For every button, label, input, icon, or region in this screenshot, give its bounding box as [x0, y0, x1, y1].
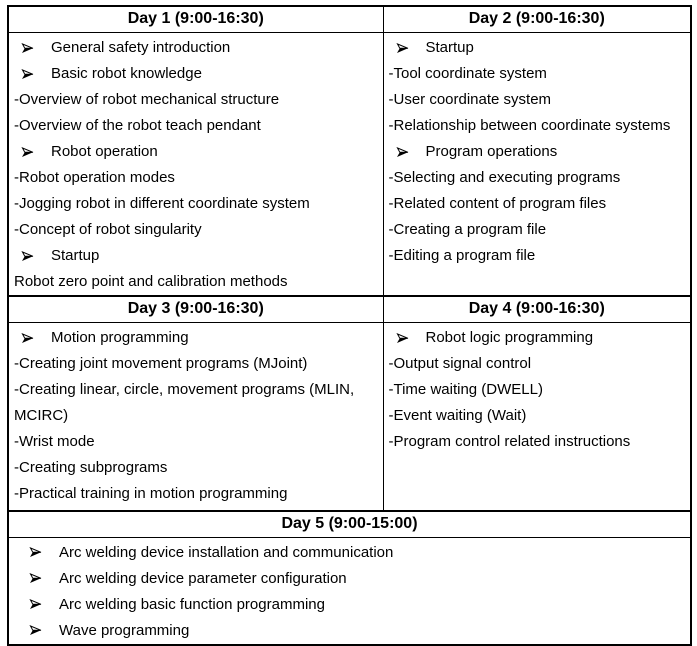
item-text: -Output signal control	[388, 355, 532, 372]
item-text: Wave programming	[59, 621, 190, 639]
schedule-item	[14, 35, 379, 61]
schedule-item	[14, 429, 379, 455]
item-text: -Creating subprograms	[14, 459, 168, 476]
schedule-item	[14, 139, 379, 165]
schedule-body	[8, 6, 691, 645]
item-text: -Overview of robot mechanical structure	[14, 91, 280, 108]
item-text: Motion programming	[51, 329, 189, 346]
day-header: Day 3 (9:00-16:30)	[8, 296, 383, 323]
schedule-item	[14, 113, 379, 139]
schedule-item	[389, 35, 680, 61]
item-text: -Practical training in motion programming	[14, 485, 288, 502]
arrow-bullet-icon	[389, 325, 426, 351]
schedule-item	[389, 61, 680, 87]
arrow-bullet-icon	[14, 566, 59, 592]
schedule-item	[389, 139, 680, 165]
arrow-bullet-icon	[14, 61, 51, 87]
schedule-item	[389, 325, 680, 351]
arrow-bullet-icon	[14, 592, 59, 618]
schedule-item	[14, 165, 379, 191]
schedule-item	[14, 191, 379, 217]
item-text: -Program control related instructions	[388, 433, 631, 450]
schedule-item	[14, 61, 379, 87]
schedule-item	[14, 351, 379, 377]
schedule-item	[389, 403, 680, 429]
day-content-cell	[8, 33, 383, 297]
item-text: -Relationship between coordinate systems	[388, 117, 671, 134]
schedule-item	[389, 243, 680, 269]
item-text: Startup	[51, 247, 100, 264]
item-text: -Creating linear, circle, movement programs (MLIN, MCIRC)	[14, 381, 355, 424]
day-header: Day 2 (9:00-16:30)	[383, 6, 691, 33]
item-text: -Related content of program files	[388, 195, 607, 212]
arrow-bullet-icon	[14, 139, 51, 165]
arrow-bullet-icon	[14, 540, 59, 566]
schedule-item	[14, 455, 379, 481]
item-text: -Tool coordinate system	[388, 65, 547, 82]
schedule-item	[14, 217, 379, 243]
training-schedule-table	[7, 5, 692, 646]
schedule-item	[14, 592, 686, 618]
item-text: -Editing a program file	[388, 247, 536, 264]
item-text: -Selecting and executing programs	[388, 169, 621, 186]
day-header: Day 1 (9:00-16:30)	[8, 6, 383, 33]
item-text: -Jogging robot in different coordinate system	[14, 195, 310, 212]
schedule-item	[14, 269, 379, 295]
item-text: Basic robot knowledge	[51, 65, 202, 82]
schedule-item	[389, 377, 680, 403]
item-text: -Robot operation modes	[14, 169, 175, 186]
item-text: -User coordinate system	[388, 91, 552, 108]
item-text: Arc welding device parameter configuration	[59, 569, 347, 587]
arrow-bullet-icon	[389, 35, 426, 61]
item-text: Startup	[425, 39, 474, 56]
arrow-bullet-icon	[14, 243, 51, 269]
item-text: -Concept of robot singularity	[14, 221, 202, 238]
item-text: Robot operation	[51, 143, 158, 160]
day-content-cell	[8, 537, 691, 645]
item-text: Robot logic programming	[425, 329, 594, 346]
item-text: -Creating joint movement programs (MJoint)	[14, 355, 308, 372]
item-text: -Creating a program file	[388, 221, 547, 238]
schedule-item	[389, 429, 680, 455]
item-text: General safety introduction	[51, 39, 231, 56]
item-text: -Event waiting (Wait)	[388, 407, 527, 424]
day-content-cell	[8, 323, 383, 511]
day-content-cell	[383, 33, 691, 297]
schedule-item	[389, 165, 680, 191]
schedule-item	[14, 618, 686, 644]
day-header: Day 4 (9:00-16:30)	[383, 296, 691, 323]
item-text: -Time waiting (DWELL)	[388, 381, 543, 398]
arrow-bullet-icon	[14, 35, 51, 61]
arrow-bullet-icon	[14, 325, 51, 351]
arrow-bullet-icon	[389, 139, 426, 165]
day-header: Day 5 (9:00-15:00)	[8, 511, 691, 538]
day-content-cell	[383, 323, 691, 511]
item-text: Arc welding device installation and communication	[59, 543, 394, 561]
schedule-item	[14, 377, 379, 429]
item-text: Robot zero point and calibration methods	[14, 273, 288, 290]
schedule-item	[389, 351, 680, 377]
schedule-item	[389, 87, 680, 113]
item-text: -Wrist mode	[14, 433, 95, 450]
schedule-item	[14, 566, 686, 592]
schedule-item	[389, 113, 680, 139]
schedule-item	[14, 243, 379, 269]
item-text: -Overview of the robot teach pendant	[14, 117, 261, 134]
schedule-item	[14, 87, 379, 113]
schedule-item	[14, 325, 379, 351]
schedule-item	[14, 481, 379, 507]
schedule-item	[389, 191, 680, 217]
arrow-bullet-icon	[14, 618, 59, 644]
schedule-item	[389, 217, 680, 243]
item-text: Program operations	[425, 143, 558, 160]
schedule-item	[14, 540, 686, 566]
item-text: Arc welding basic function programming	[59, 595, 325, 613]
